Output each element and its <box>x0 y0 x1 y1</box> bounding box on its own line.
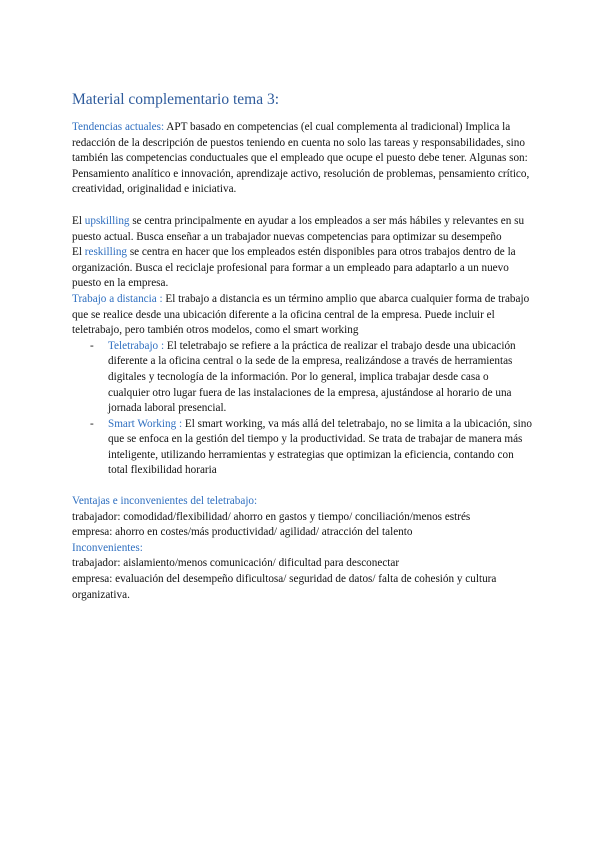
inconvenientes-heading: Inconvenientes: <box>72 541 143 554</box>
list-item-smart-working <box>72 417 532 479</box>
list-item-teletrabajo <box>72 339 532 417</box>
upskilling-prefix: El <box>72 214 85 227</box>
teletrabajo-label: Teletrabajo : <box>108 339 165 352</box>
upskilling-text: se centra principalmente en ayudar a los empleados a ser más hábiles y relevantes en su puesto actual. Busca enseñar a un trabajador nuevas competencias para optimizar su desempeño <box>72 214 525 243</box>
reskilling-text: se centra en hacer que los empleados estén disponibles para otros trabajos dentro de la organización. Busca el reciclaje profesional para formar a un empleado para adaptarlo a un nuevo puesto en la empresa. <box>72 246 516 290</box>
spacer <box>72 198 532 214</box>
ventajas-heading: Ventajas e inconvenientes del teletrabajo: <box>72 495 258 508</box>
trabajo-distancia-text: El trabajo a distancia es un término amplio que abarca cualquier forma de trabajo que se realice desde una ubicación diferente a la oficina central de la empresa. Puede incluir el teletrabajo, pero también otros modelos, como el smart working <box>72 292 530 337</box>
modalidades-list <box>72 339 532 479</box>
document-content <box>72 90 532 603</box>
teletrabajo-text: El teletrabajo se refiere a la práctica de realizar el trabajo desde una ubicación diferente a la oficina central o la sede de la empresa, realizándose a través de herramientas digitales y tecnología de la información. Por lo general, implica trabajar desde casa o cualquier otro lugar fuera de las instalaciones de la empresa, ajustándose al horario de una jornada laboral presencial. <box>108 339 516 415</box>
upskilling-paragraph <box>72 214 532 245</box>
reskilling-paragraph <box>72 245 532 292</box>
competencias-list: Pensamiento analítico e innovación, aprendizaje activo, resolución de problemas, pensamiento crítico, creatividad, originalidad e iniciativa. <box>72 167 530 196</box>
upskilling-term: upskilling <box>84 214 130 227</box>
inconvenientes-trabajador: trabajador: aislamiento/menos comunicación/ dificultad para desconectar <box>72 557 400 570</box>
trabajo-distancia-label: Trabajo a distancia : <box>72 292 163 305</box>
reskilling-term: reskilling <box>84 246 128 259</box>
trabajo-distancia-paragraph <box>72 292 532 339</box>
smart-working-text: El smart working, va más allá del teletrabajo, no se limita a la ubicación, sino que se enfoca en la gestión del tiempo y la productividad. Se trata de trabajar de manera más inteligente, utilizando herramientas y estrategias que optimizan la eficiencia, contando con total flexibilidad horaria <box>108 417 532 477</box>
inconvenientes-empresa: empresa: evaluación del desempeño dificultosa/ seguridad de datos/ falta de cohesión y cultura organizativa. <box>72 573 497 601</box>
tendencias-paragraph <box>72 120 532 167</box>
bullet-dash: - <box>90 417 94 430</box>
smart-working-label: Smart Working : <box>108 417 183 430</box>
tendencias-label: Tendencias actuales: <box>72 121 165 133</box>
ventajas-trabajador: trabajador: comodidad/flexibilidad/ ahorro en gastos y tiempo/ conciliación/menos estrés <box>72 510 471 523</box>
reskilling-prefix: El <box>72 246 85 259</box>
page-title: Material complementario tema 3: <box>72 91 280 108</box>
bullet-dash: - <box>90 339 94 352</box>
spacer <box>72 479 532 494</box>
ventajas-empresa: empresa: ahorro en costes/más productividad/ agilidad/ atracción del talento <box>72 526 413 539</box>
tendencias-text: APT basado en competencias (el cual complementa al tradicional) Implica la redacción de la descripción de puestos teniendo en cuenta no solo las tareas y responsabilidades, sino también las competencias conductuales que el empleado que ocupe el puesto debe tener. Algunas son: <box>72 121 528 165</box>
